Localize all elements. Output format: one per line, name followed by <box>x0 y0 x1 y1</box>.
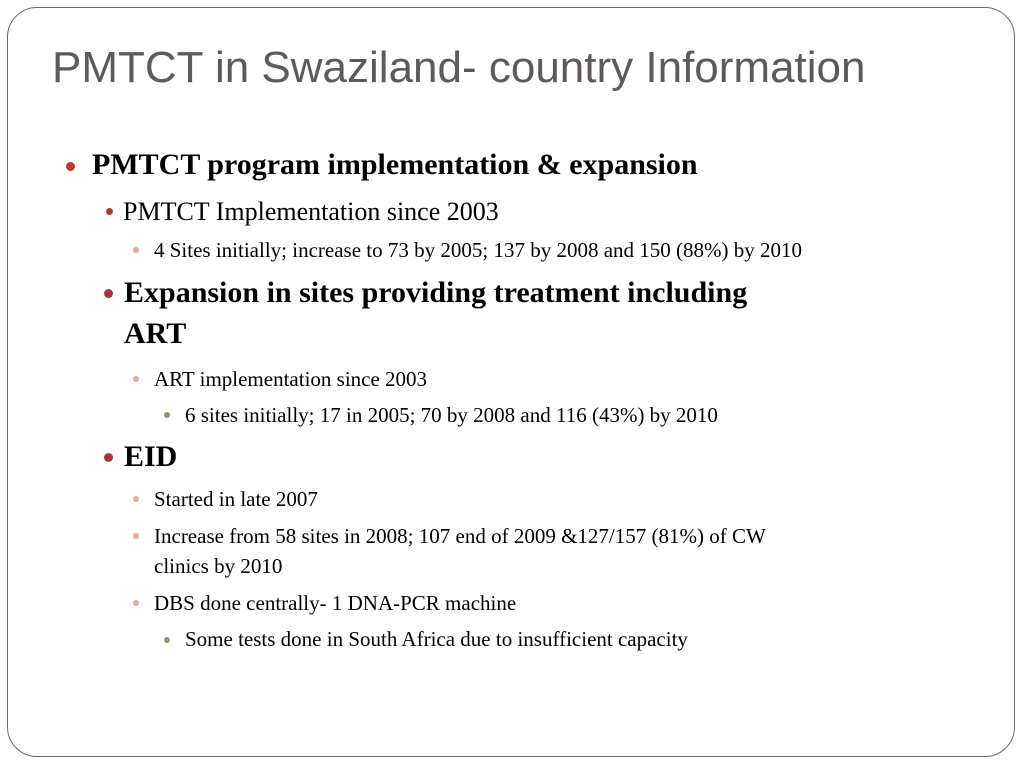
bullet-dot <box>133 247 139 253</box>
bullet-dot <box>66 162 75 171</box>
bullet-eid-increase-line2: clinics by 2010 <box>154 554 283 578</box>
bullet-eid-increase-line1: Increase from 58 sites in 2008; 107 end of 2009 &127/157 (81%) of CW <box>154 524 766 548</box>
bullet-dot <box>164 637 170 643</box>
bullet-dot <box>133 376 139 382</box>
bullet-dot <box>133 600 139 606</box>
bullet-expansion-line1: Expansion in sites providing treatment including <box>124 276 748 309</box>
slide-title: PMTCT in Swaziland- country Information <box>52 43 866 92</box>
bullet-dot <box>164 412 170 418</box>
bullet-dot <box>104 453 113 462</box>
bullet-expansion-line2: ART <box>124 317 187 350</box>
bullet-south-africa: Some tests done in South Africa due to insufficient capacity <box>185 627 688 651</box>
bullet-art-implementation: ART implementation since 2003 <box>154 367 428 391</box>
bullet-art-sites: 6 sites initially; 17 in 2005; 70 by 2008 and 116 (43%) by 2010 <box>185 403 718 427</box>
bullet-dot <box>133 496 139 502</box>
bullet-pmtct-implementation: PMTCT Implementation since 2003 <box>123 197 499 226</box>
bullet-dot <box>106 208 113 215</box>
bullet-dot <box>104 289 113 298</box>
bullet-dbs: DBS done centrally- 1 DNA-PCR machine <box>154 591 517 615</box>
bullet-dot <box>133 533 139 539</box>
bullet-eid-started: Started in late 2007 <box>154 487 318 511</box>
bullet-eid: EID <box>124 440 178 473</box>
bullet-pmtct-sites: 4 Sites initially; increase to 73 by 2005; 137 by 2008 and 150 (88%) by 2010 <box>154 238 803 262</box>
bullet-pmtct-program: PMTCT program implementation & expansion <box>92 148 698 181</box>
